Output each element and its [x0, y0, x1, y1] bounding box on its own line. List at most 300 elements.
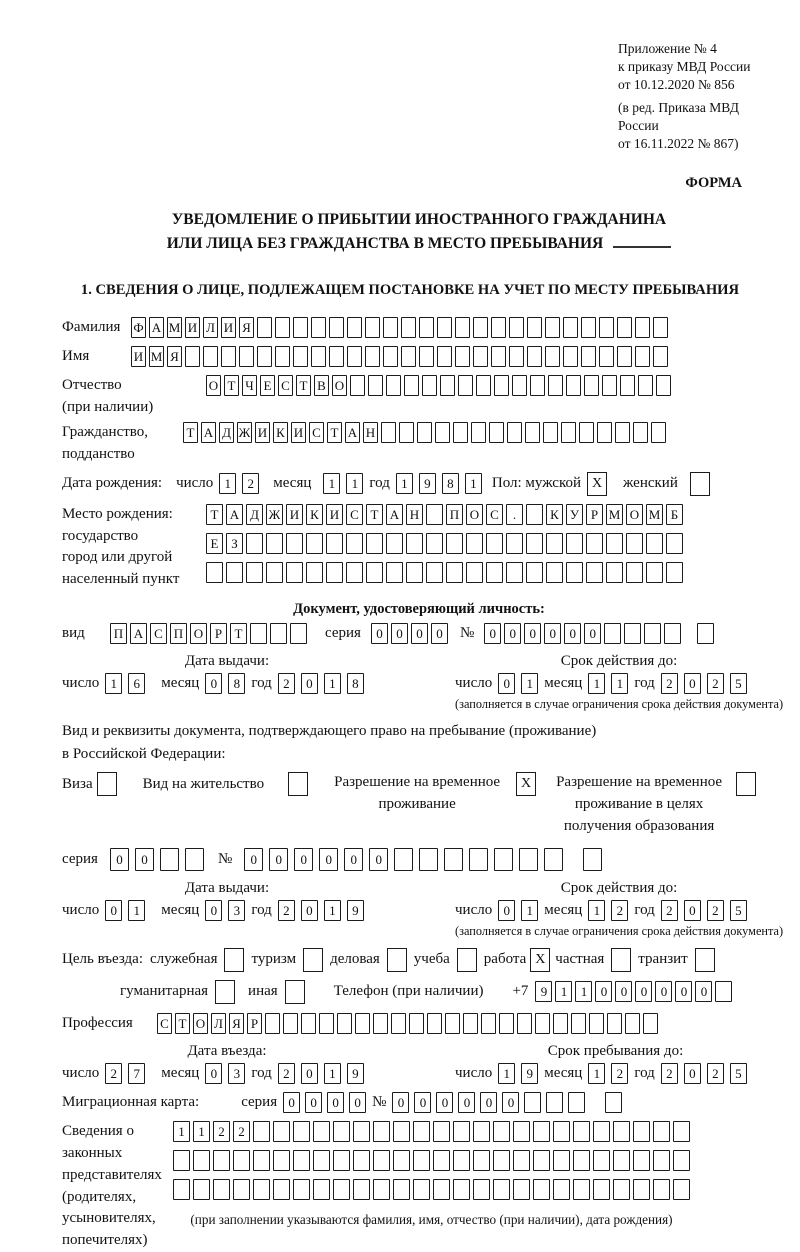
form-cell[interactable]: 0 — [524, 623, 541, 644]
form-cell[interactable] — [566, 533, 583, 554]
form-cell[interactable]: 2 — [242, 473, 259, 494]
form-cell[interactable]: 2 — [213, 1121, 230, 1142]
form-cell[interactable]: 1 — [324, 1063, 341, 1084]
form-cell[interactable] — [524, 1092, 541, 1113]
form-cell[interactable]: 0 — [484, 623, 501, 644]
form-cell[interactable]: О — [626, 504, 643, 525]
form-cell[interactable] — [463, 1013, 478, 1034]
form-cell[interactable] — [476, 375, 491, 396]
form-cell[interactable] — [257, 346, 272, 367]
form-cell[interactable] — [381, 422, 396, 443]
form-cell[interactable]: К — [306, 504, 323, 525]
form-cell[interactable]: О — [332, 375, 347, 396]
form-cell[interactable]: 0 — [695, 981, 712, 1002]
form-cell[interactable] — [453, 422, 468, 443]
form-cell[interactable]: Я — [167, 346, 182, 367]
form-cell[interactable]: Б — [666, 504, 683, 525]
form-cell[interactable] — [373, 1179, 390, 1200]
form-cell[interactable]: Р — [586, 504, 603, 525]
form-cell[interactable] — [266, 562, 283, 583]
form-cell[interactable] — [326, 562, 343, 583]
form-cell[interactable] — [266, 533, 283, 554]
form-cell[interactable] — [506, 562, 523, 583]
form-cell[interactable]: 1 — [105, 673, 122, 694]
form-cell[interactable] — [206, 562, 223, 583]
form-cell[interactable]: 6 — [128, 673, 145, 694]
form-cell[interactable] — [283, 1013, 298, 1034]
form-cell[interactable] — [466, 562, 483, 583]
form-cell[interactable]: 1 — [346, 473, 363, 494]
form-cell[interactable] — [613, 1121, 630, 1142]
form-cell[interactable]: 0 — [319, 848, 338, 871]
form-cell[interactable] — [573, 1121, 590, 1142]
form-cell[interactable] — [293, 1121, 310, 1142]
form-cell[interactable] — [656, 375, 671, 396]
form-cell[interactable]: Н — [406, 504, 423, 525]
form-cell[interactable] — [419, 848, 438, 871]
form-cell[interactable] — [391, 1013, 406, 1034]
form-cell[interactable] — [624, 623, 641, 644]
form-cell[interactable] — [666, 533, 683, 554]
form-cell[interactable]: 5 — [730, 900, 747, 921]
form-cell[interactable]: 0 — [205, 900, 222, 921]
form-cell[interactable] — [426, 504, 443, 525]
form-cell[interactable] — [313, 1179, 330, 1200]
form-cell[interactable] — [368, 375, 383, 396]
form-cell[interactable] — [635, 346, 650, 367]
form-cell[interactable]: С — [346, 504, 363, 525]
form-cell[interactable] — [491, 346, 506, 367]
form-cell[interactable]: 0 — [371, 623, 388, 644]
form-cell[interactable]: 0 — [675, 981, 692, 1002]
form-cell[interactable] — [437, 346, 452, 367]
form-cell[interactable] — [586, 562, 603, 583]
form-cell[interactable] — [533, 1150, 550, 1171]
form-cell[interactable] — [365, 346, 380, 367]
form-cell[interactable] — [203, 346, 218, 367]
form-cell[interactable]: Д — [246, 504, 263, 525]
form-cell[interactable] — [185, 346, 200, 367]
form-cell[interactable] — [293, 317, 308, 338]
form-cell[interactable] — [527, 346, 542, 367]
form-cell[interactable] — [453, 1179, 470, 1200]
form-cell[interactable]: 2 — [611, 1063, 628, 1084]
form-cell[interactable]: 2 — [661, 1063, 678, 1084]
form-cell[interactable]: 9 — [535, 981, 552, 1002]
form-cell[interactable] — [544, 848, 563, 871]
form-cell[interactable] — [563, 346, 578, 367]
form-cell[interactable]: 0 — [480, 1092, 497, 1113]
form-cell[interactable]: И — [131, 346, 146, 367]
form-cell[interactable] — [545, 317, 560, 338]
form-cell[interactable] — [253, 1179, 270, 1200]
form-cell[interactable]: 1 — [324, 900, 341, 921]
form-cell[interactable]: И — [185, 317, 200, 338]
form-cell[interactable] — [273, 1121, 290, 1142]
form-cell[interactable] — [633, 1179, 650, 1200]
form-cell[interactable]: О — [190, 623, 207, 644]
purpose-work-checkbox[interactable]: X — [530, 948, 550, 972]
form-cell[interactable]: 2 — [611, 900, 628, 921]
form-cell[interactable]: И — [255, 422, 270, 443]
temp-residence-edu-checkbox[interactable] — [736, 772, 756, 796]
form-cell[interactable] — [626, 562, 643, 583]
form-cell[interactable] — [311, 317, 326, 338]
form-cell[interactable]: 0 — [544, 623, 561, 644]
form-cell[interactable] — [599, 317, 614, 338]
form-cell[interactable] — [273, 1179, 290, 1200]
form-cell[interactable]: 1 — [324, 673, 341, 694]
form-cell[interactable] — [473, 1121, 490, 1142]
form-cell[interactable]: 9 — [347, 1063, 364, 1084]
form-cell[interactable] — [553, 1013, 568, 1034]
form-cell[interactable] — [613, 1150, 630, 1171]
form-cell[interactable] — [366, 533, 383, 554]
form-cell[interactable] — [453, 1121, 470, 1142]
form-cell[interactable]: 0 — [655, 981, 672, 1002]
form-cell[interactable]: П — [110, 623, 127, 644]
form-cell[interactable]: Р — [210, 623, 227, 644]
form-cell[interactable] — [473, 1150, 490, 1171]
form-cell[interactable]: А — [345, 422, 360, 443]
form-cell[interactable] — [401, 346, 416, 367]
form-cell[interactable] — [527, 317, 542, 338]
form-cell[interactable]: 1 — [219, 473, 236, 494]
form-cell[interactable] — [257, 317, 272, 338]
form-cell[interactable] — [426, 533, 443, 554]
form-cell[interactable] — [644, 623, 661, 644]
form-cell[interactable]: 2 — [707, 673, 724, 694]
form-cell[interactable]: 2 — [233, 1121, 250, 1142]
form-cell[interactable]: 0 — [294, 848, 313, 871]
form-cell[interactable] — [160, 848, 179, 871]
form-cell[interactable] — [579, 422, 594, 443]
form-cell[interactable] — [638, 375, 653, 396]
form-cell[interactable]: С — [150, 623, 167, 644]
form-cell[interactable]: 1 — [521, 673, 538, 694]
form-cell[interactable]: С — [486, 504, 503, 525]
form-cell[interactable]: 0 — [344, 848, 363, 871]
form-cell[interactable]: 2 — [278, 900, 295, 921]
form-cell[interactable] — [455, 346, 470, 367]
form-cell[interactable] — [435, 422, 450, 443]
form-cell[interactable]: В — [314, 375, 329, 396]
form-cell[interactable] — [506, 533, 523, 554]
form-cell[interactable]: 1 — [173, 1121, 190, 1142]
form-cell[interactable] — [545, 346, 560, 367]
form-cell[interactable]: М — [149, 346, 164, 367]
form-cell[interactable] — [246, 562, 263, 583]
form-cell[interactable]: 0 — [498, 900, 515, 921]
form-cell[interactable] — [466, 533, 483, 554]
form-cell[interactable] — [615, 422, 630, 443]
form-cell[interactable]: Л — [203, 317, 218, 338]
form-cell[interactable] — [535, 1013, 550, 1034]
form-cell[interactable] — [499, 1013, 514, 1034]
form-cell[interactable] — [604, 623, 621, 644]
form-cell[interactable] — [653, 1179, 670, 1200]
form-cell[interactable]: З — [226, 533, 243, 554]
form-cell[interactable] — [419, 346, 434, 367]
form-cell[interactable]: 1 — [575, 981, 592, 1002]
form-cell[interactable] — [293, 1179, 310, 1200]
form-cell[interactable]: 0 — [110, 848, 129, 871]
form-cell[interactable] — [573, 1179, 590, 1200]
form-cell[interactable]: 1 — [498, 1063, 515, 1084]
form-cell[interactable]: 0 — [502, 1092, 519, 1113]
form-cell[interactable]: 0 — [684, 900, 701, 921]
form-cell[interactable] — [646, 562, 663, 583]
form-cell[interactable] — [386, 375, 401, 396]
form-cell[interactable]: Н — [363, 422, 378, 443]
form-cell[interactable]: Т — [366, 504, 383, 525]
form-cell[interactable] — [446, 533, 463, 554]
form-cell[interactable] — [301, 1013, 316, 1034]
form-cell[interactable]: 0 — [392, 1092, 409, 1113]
form-cell[interactable]: О — [193, 1013, 208, 1034]
form-cell[interactable]: 7 — [128, 1063, 145, 1084]
form-cell[interactable] — [221, 346, 236, 367]
visa-checkbox[interactable] — [97, 772, 117, 796]
form-cell[interactable] — [613, 1179, 630, 1200]
form-cell[interactable]: 0 — [684, 1063, 701, 1084]
form-cell[interactable]: И — [221, 317, 236, 338]
form-cell[interactable]: Т — [183, 422, 198, 443]
form-cell[interactable]: 2 — [278, 673, 295, 694]
form-cell[interactable] — [453, 1150, 470, 1171]
form-cell[interactable] — [213, 1179, 230, 1200]
form-cell[interactable] — [543, 422, 558, 443]
form-cell[interactable] — [566, 562, 583, 583]
sex-male-checkbox[interactable]: X — [587, 472, 607, 496]
form-cell[interactable]: 0 — [283, 1092, 300, 1113]
form-cell[interactable]: 0 — [301, 673, 318, 694]
form-cell[interactable] — [666, 562, 683, 583]
form-cell[interactable] — [413, 1179, 430, 1200]
form-cell[interactable]: 1 — [588, 900, 605, 921]
form-cell[interactable] — [173, 1150, 190, 1171]
form-cell[interactable]: С — [157, 1013, 172, 1034]
form-cell[interactable] — [597, 422, 612, 443]
form-cell[interactable]: С — [278, 375, 293, 396]
form-cell[interactable]: 1 — [521, 900, 538, 921]
form-cell[interactable] — [386, 533, 403, 554]
form-cell[interactable]: 0 — [205, 673, 222, 694]
form-cell[interactable] — [213, 1150, 230, 1171]
purpose-humanitarian-checkbox[interactable] — [215, 980, 235, 1004]
form-cell[interactable] — [533, 1121, 550, 1142]
form-cell[interactable] — [617, 346, 632, 367]
form-cell[interactable] — [401, 317, 416, 338]
form-cell[interactable] — [513, 1150, 530, 1171]
form-cell[interactable]: 0 — [269, 848, 288, 871]
form-cell[interactable] — [329, 317, 344, 338]
form-cell[interactable] — [433, 1179, 450, 1200]
form-cell[interactable] — [427, 1013, 442, 1034]
form-cell[interactable] — [607, 1013, 622, 1034]
residence-permit-checkbox[interactable] — [288, 772, 308, 796]
form-cell[interactable] — [233, 1179, 250, 1200]
form-cell[interactable] — [653, 1121, 670, 1142]
form-cell[interactable] — [513, 1121, 530, 1142]
form-cell[interactable] — [546, 533, 563, 554]
form-cell[interactable]: С — [309, 422, 324, 443]
form-cell[interactable]: 0 — [684, 673, 701, 694]
form-cell[interactable]: П — [446, 504, 463, 525]
form-cell[interactable] — [306, 533, 323, 554]
form-cell[interactable]: 2 — [105, 1063, 122, 1084]
form-cell[interactable]: 5 — [730, 1063, 747, 1084]
form-cell[interactable] — [373, 1013, 388, 1034]
form-cell[interactable]: Ч — [242, 375, 257, 396]
form-cell[interactable] — [290, 623, 307, 644]
form-cell[interactable]: 0 — [205, 1063, 222, 1084]
form-cell[interactable] — [355, 1013, 370, 1034]
form-cell[interactable] — [347, 317, 362, 338]
form-cell[interactable] — [311, 346, 326, 367]
form-cell[interactable] — [526, 562, 543, 583]
form-cell[interactable] — [526, 504, 543, 525]
form-cell[interactable] — [346, 562, 363, 583]
form-cell[interactable]: 0 — [436, 1092, 453, 1113]
form-cell[interactable] — [417, 422, 432, 443]
form-cell[interactable] — [653, 346, 668, 367]
form-cell[interactable]: М — [606, 504, 623, 525]
form-cell[interactable] — [413, 1121, 430, 1142]
purpose-other-checkbox[interactable] — [285, 980, 305, 1004]
form-cell[interactable] — [426, 562, 443, 583]
form-cell[interactable] — [275, 346, 290, 367]
form-cell[interactable] — [233, 1150, 250, 1171]
form-cell[interactable] — [406, 562, 423, 583]
form-cell[interactable]: У — [566, 504, 583, 525]
form-cell[interactable] — [517, 1013, 532, 1034]
form-cell[interactable] — [444, 848, 463, 871]
form-cell[interactable] — [589, 1013, 604, 1034]
form-cell[interactable] — [333, 1121, 350, 1142]
form-cell[interactable]: Т — [230, 623, 247, 644]
form-cell[interactable] — [571, 1013, 586, 1034]
form-cell[interactable]: И — [286, 504, 303, 525]
form-cell[interactable] — [458, 375, 473, 396]
form-cell[interactable] — [250, 623, 267, 644]
form-cell[interactable]: 0 — [301, 900, 318, 921]
form-cell[interactable]: Т — [175, 1013, 190, 1034]
form-cell[interactable]: 1 — [588, 673, 605, 694]
form-cell[interactable]: 8 — [347, 673, 364, 694]
form-cell[interactable] — [440, 375, 455, 396]
form-cell[interactable]: 9 — [347, 900, 364, 921]
form-cell[interactable]: 1 — [396, 473, 413, 494]
form-cell[interactable] — [270, 623, 287, 644]
form-cell[interactable]: 1 — [611, 673, 628, 694]
temp-residence-checkbox[interactable]: X — [516, 772, 536, 796]
form-cell[interactable] — [651, 422, 666, 443]
form-cell[interactable] — [333, 1179, 350, 1200]
form-cell[interactable] — [437, 317, 452, 338]
form-cell[interactable] — [473, 346, 488, 367]
sex-female-checkbox[interactable] — [690, 472, 710, 496]
form-cell[interactable] — [625, 1013, 640, 1034]
form-cell[interactable]: Т — [296, 375, 311, 396]
purpose-transit-checkbox[interactable] — [695, 948, 715, 972]
form-cell[interactable]: 0 — [414, 1092, 431, 1113]
form-cell[interactable]: И — [291, 422, 306, 443]
form-cell[interactable] — [413, 1150, 430, 1171]
form-cell[interactable] — [469, 848, 488, 871]
form-cell[interactable]: 9 — [521, 1063, 538, 1084]
form-cell[interactable] — [512, 375, 527, 396]
form-cell[interactable]: 0 — [391, 623, 408, 644]
form-cell[interactable] — [365, 317, 380, 338]
form-cell[interactable] — [350, 375, 365, 396]
form-cell[interactable] — [586, 533, 603, 554]
form-cell[interactable]: 2 — [661, 673, 678, 694]
form-cell[interactable] — [507, 422, 522, 443]
form-cell[interactable] — [481, 1013, 496, 1034]
form-cell[interactable]: 0 — [327, 1092, 344, 1113]
form-cell[interactable] — [393, 1150, 410, 1171]
form-cell[interactable]: 1 — [323, 473, 340, 494]
form-cell[interactable] — [673, 1179, 690, 1200]
form-cell[interactable] — [606, 562, 623, 583]
form-cell[interactable] — [561, 422, 576, 443]
form-cell[interactable] — [513, 1179, 530, 1200]
form-cell[interactable] — [643, 1013, 658, 1034]
form-cell[interactable] — [673, 1150, 690, 1171]
form-cell[interactable] — [337, 1013, 352, 1034]
form-cell[interactable] — [633, 1121, 650, 1142]
form-cell[interactable]: 0 — [244, 848, 263, 871]
form-cell[interactable] — [548, 375, 563, 396]
form-cell[interactable] — [383, 346, 398, 367]
form-cell[interactable]: 1 — [193, 1121, 210, 1142]
form-cell[interactable] — [373, 1150, 390, 1171]
form-cell[interactable]: Т — [224, 375, 239, 396]
form-cell[interactable] — [546, 1092, 563, 1113]
form-cell[interactable] — [530, 375, 545, 396]
form-cell[interactable] — [373, 1121, 390, 1142]
form-cell[interactable]: 0 — [635, 981, 652, 1002]
form-cell[interactable] — [446, 562, 463, 583]
form-cell[interactable] — [593, 1150, 610, 1171]
form-cell[interactable]: 0 — [369, 848, 388, 871]
form-cell[interactable] — [346, 533, 363, 554]
form-cell[interactable]: 0 — [305, 1092, 322, 1113]
form-cell[interactable] — [455, 317, 470, 338]
form-cell[interactable] — [546, 562, 563, 583]
form-cell[interactable]: 2 — [278, 1063, 295, 1084]
form-cell[interactable] — [581, 317, 596, 338]
form-cell[interactable] — [239, 346, 254, 367]
form-cell[interactable] — [566, 375, 581, 396]
form-cell[interactable] — [525, 422, 540, 443]
form-cell[interactable]: 0 — [105, 900, 122, 921]
form-cell[interactable] — [409, 1013, 424, 1034]
form-cell[interactable] — [646, 533, 663, 554]
form-cell[interactable]: П — [170, 623, 187, 644]
form-cell[interactable] — [293, 346, 308, 367]
form-cell[interactable] — [393, 1179, 410, 1200]
form-cell[interactable] — [473, 1179, 490, 1200]
form-cell[interactable] — [353, 1179, 370, 1200]
form-cell[interactable] — [486, 562, 503, 583]
form-cell[interactable]: 9 — [419, 473, 436, 494]
form-cell[interactable] — [553, 1150, 570, 1171]
form-cell[interactable] — [673, 1121, 690, 1142]
form-cell[interactable] — [226, 562, 243, 583]
form-cell[interactable] — [193, 1179, 210, 1200]
